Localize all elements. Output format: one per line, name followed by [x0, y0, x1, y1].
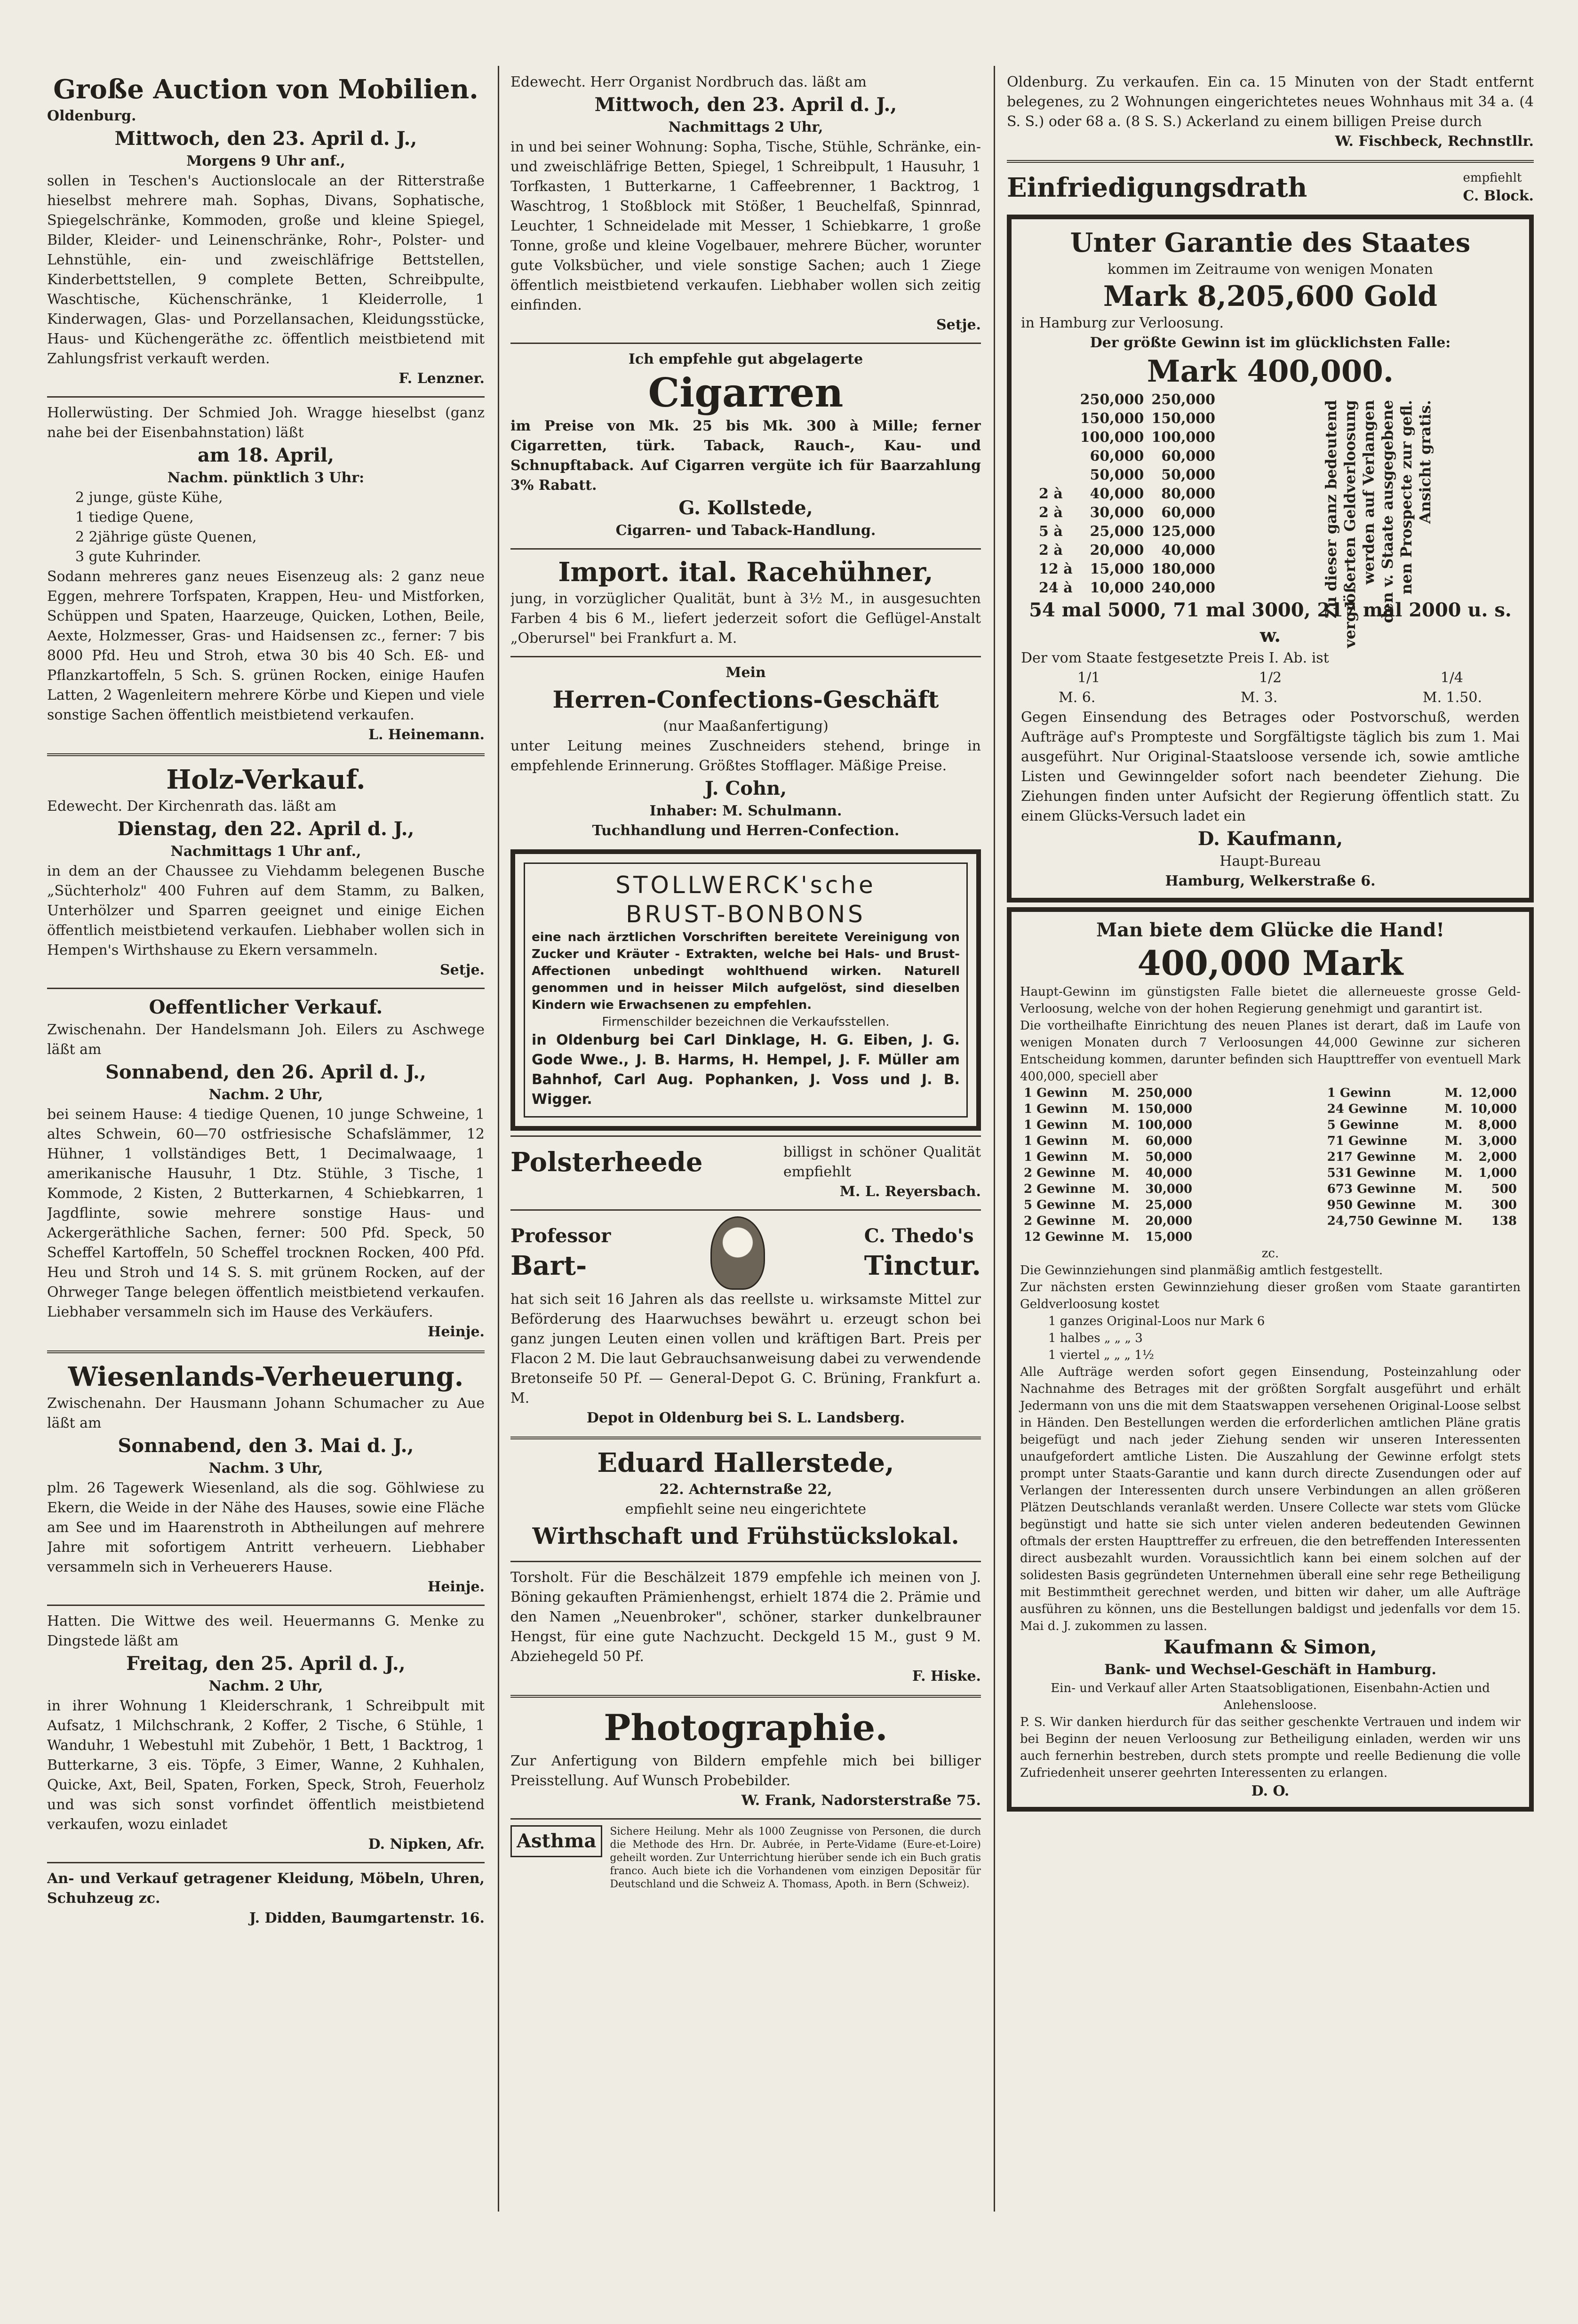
ad-price-1: 1 ganzes Original-Loos nur Mark 6 — [1048, 1314, 1265, 1328]
prize-cell: 5 Gewinne — [1024, 1198, 1096, 1212]
ad-title: STOLLWERCK'sche — [615, 871, 876, 899]
prize-cell: M. — [1444, 1150, 1463, 1164]
ad-amount: Mark 8,205,600 Gold — [1103, 280, 1438, 313]
ad-date: Sonnabend, den 3. Mai d. J., — [118, 1435, 414, 1457]
ad-dealers: in Oldenburg bei Carl Dinklage, H. G. Eiben, J. G. Gode Wwe., J. B. Harms, H. Hempel, J. F. Müller am Bahnhof, Carl Aug. Pophanken, J. Voss und J. B. Wigger. — [532, 1032, 960, 1108]
divider — [510, 656, 981, 657]
prize-cell: 25,000 — [1145, 1198, 1193, 1212]
prize-cell: 15,000 — [1090, 561, 1144, 577]
prize-cell: 100,000 — [1080, 429, 1144, 446]
ad-body: in dem an der Chaussee zu Viehdamm belegenen Busche „Süchterholz" 400 Fuhren auf dem Stamm, zu Balken, Unterhölzer und Sparren geeignet und einige Eichen öffentlich meistbietend verkaufen. Liebhaber wollen sich in Hempen's Wirthshause zu Ekern versammeln. — [47, 863, 485, 958]
ad-body-2: Die Gewinnziehungen sind planmäßig amtlich festgestellt. — [1020, 1263, 1383, 1278]
prize-cell: 60,000 — [1145, 1134, 1193, 1148]
prize-cell: 150,000 — [1151, 410, 1216, 427]
prize-cell: 50,000 — [1090, 467, 1144, 483]
hatten-auction-ad — [47, 1610, 485, 1858]
ad-name: Kaufmann & Simon, — [1164, 1636, 1377, 1658]
prize-table — [1035, 391, 1219, 598]
ad-price-3: 1 viertel „ „ „ 1½ — [1048, 1348, 1154, 1362]
prize-row — [1020, 1165, 1196, 1181]
divider — [510, 1818, 981, 1820]
prize-row — [1035, 522, 1219, 541]
prize-cell: 24 à — [1039, 580, 1073, 596]
ad-sub: (nur Maaßanfertigung) — [663, 718, 829, 735]
fraction: 1/4 — [1440, 670, 1463, 686]
portrait-illustration — [710, 1216, 765, 1290]
public-sale-ad — [47, 993, 485, 1346]
ad-amount: 400,000 Mark — [1137, 943, 1403, 983]
ad-firm: Tuchhandlung und Herren-Confection. — [592, 823, 900, 839]
ad-body-3: Zur nächsten ersten Gewinnziehung dieser großen vom Staate garantirten Geldverloosung kostet — [1020, 1280, 1521, 1311]
vertical-note-6: Ansicht gratis. — [1416, 400, 1434, 524]
ad-signature: W. Fischbeck, Rechnstllr. — [1335, 133, 1534, 150]
ad-title: Cigarren — [648, 369, 844, 416]
ad-time: Morgens 9 Uhr anf., — [186, 153, 345, 169]
ad-title: Eduard Hallerstede, — [597, 1447, 894, 1478]
prize-cell: M. — [1111, 1230, 1130, 1244]
ad-body: hat sich seit 16 Jahren als das reellste u. wirksamste Mittel zur Beförderung des Haarwuchses bewährt u. erzeugt schon bei ganz jungen Leuten einen vollen und kräftigen Bart. Preis per Flacon 2 M. Die laut Gebrauchsanweisung dabei zu verwendende Bretonseife 50 Pf. — General-Depot G. C. Brüning, Frankfurt a. M. — [510, 1291, 981, 1406]
prize-cell — [1035, 466, 1076, 485]
ad-body: Sodann mehreres ganz neues Eisenzeug als: 2 ganz neue Eggen, mehrere Torfspaten, Krappen, Heu- und Mistforken, Schüppen und Spaten, Haarzeuge, Quicken, Lothen, Beile, Aexte, Holzmesser, Gras- und Haidsensen zc., ferner: 7 bis 8000 Pfd. Heu und Stroh, etwa 30 bis 40 Sch. Eß- und Pflanzkartoffeln, 5 Sch. S. grünen Rocken, einige Haufen Latten, 2 Wagenleitern mehrere Körbe und Kiepen und viele sonstige Sachen öffentlich meistbietend verkaufen. — [47, 568, 485, 723]
prize-cell: 40,000 — [1145, 1166, 1193, 1180]
fractions-row — [1021, 668, 1520, 688]
ad-body: jung, in vorzüglicher Qualität, bunt à 3½ M., in ausgesuchten Farben 4 bis 6 M., liefert jederzeit sofort die Geflügel-Anstalt „Oberursel" bei Frankfurt a. M. — [510, 591, 981, 647]
prize-cell: M. — [1444, 1118, 1463, 1132]
prize-row — [1323, 1165, 1521, 1181]
prize-cell: 30,000 — [1090, 504, 1144, 521]
ad-time: Nachm. 3 Uhr, — [208, 1460, 323, 1477]
prize-cell: 80,000 — [1161, 486, 1216, 502]
ad-signature: C. Block. — [1463, 188, 1534, 204]
prize-cell — [1035, 391, 1076, 409]
ad-top-prize: Mark 400,000. — [1147, 354, 1394, 389]
prize-cell: M. — [1111, 1150, 1130, 1164]
prize-cell: 950 Gewinne — [1327, 1198, 1416, 1212]
prize-row — [1035, 391, 1219, 409]
prize-cell: 5 à — [1039, 523, 1063, 540]
prize-cell: 12 Gewinne — [1024, 1230, 1104, 1244]
ad-body: in ihrer Wohnung 1 Kleiderschrank, 1 Schreibpult mit Aufsatz, 1 Milchschrank, 2 Koffer, 2 Tische, 6 Stühle, 1 Wanduhr, 1 Webestuhl mit Zubehör, 1 Bett, 1 Backtrog, 1 Butterkarne, 3 eis. Töpfe, 3 Eimer, Wanne, 2 Kuhhalen, Quicke, Axt, Beil, Spaten, Forken, Speck, Stroh, Feuerholz und was sich sonst vorfindet öffentlich meistbietend verkaufen, wozu einladet — [47, 1698, 485, 1833]
prize-cell: 5 Gewinne — [1327, 1118, 1399, 1132]
prize-cell: 100,000 — [1137, 1118, 1193, 1132]
hollerwuesting-auction-ad — [47, 401, 485, 749]
prize-row — [1035, 466, 1219, 485]
prize-cell: 40,000 — [1161, 542, 1216, 559]
restaurant-ad — [510, 1444, 981, 1557]
ad-intro: Hollerwüsting. Der Schmied Joh. Wragge hieselbst (ganz nahe bei der Eisenbahnstation) läßt — [47, 405, 485, 441]
cigar-ad — [510, 348, 981, 544]
ad-intro: Haupt-Gewinn im günstigsten Falle bietet die allerneueste grosse Geld-Verloosung, welche von der hohen Regierung genehmigt und garantirt ist. — [1020, 985, 1521, 1016]
prize-cell: M. — [1444, 1086, 1463, 1100]
ad-item: 1 tiedige Quene, — [75, 509, 194, 526]
prize-cell — [1035, 447, 1076, 466]
prize-row — [1020, 1149, 1196, 1165]
prize-row — [1035, 579, 1219, 598]
prize-cell: 60,000 — [1161, 448, 1216, 464]
ad-body: An- und Verkauf getragener Kleidung, Möbeln, Uhren, Schuhzeug zc. — [47, 1870, 485, 1907]
asthma-ad — [510, 1823, 981, 1895]
ad-postscript: P. S. Wir danken hierdurch für das seither geschenkte Vertrauen und indem wir bei Beginn der neuen Verloosung zur Betheiligung einladen, werden wir uns auch fernerhin bestreben, durch stets prompte und reelle Bedienung die volle Zufriedenheit unserer geehrten Interessenten zu erlangen. — [1020, 1715, 1521, 1780]
ad-name: G. Kollstede, — [678, 497, 813, 519]
ad-title: Holz-Verkauf. — [166, 764, 366, 795]
prize-cell: M. — [1444, 1102, 1463, 1116]
ad-owner: Inhaber: M. Schulmann. — [649, 803, 842, 819]
ad-title: Unter Garantie des Staates — [1070, 227, 1471, 258]
ad-pre: Mein — [725, 664, 766, 681]
ad-bureau: Haupt-Bureau — [1219, 853, 1321, 870]
prize-cell: 20,000 — [1090, 542, 1144, 559]
prize-row — [1323, 1197, 1521, 1213]
ad-title-2: Wirthschaft und Frühstückslokal. — [532, 1523, 959, 1549]
divider — [510, 1437, 981, 1439]
ad-date: Mittwoch, den 23. April d. J., — [594, 94, 897, 116]
ad-body: sollen in Teschen's Auctionslocale an der Ritterstraße hieselbst mehrere mah. Sophas, Divans, Sophatische, Spiegelschränke, Kommoden, große und kleine Spiegel, Bilder, Kleider- und Leinenschränke, Rohr-, Polster- und Lehnstühle, ein- und zweischläfrige Bettstellen, Kinderbettstellen, 9 complete Betten, Schreibpulte, Waschtische, Küchenschränke, 1 Kleiderrolle, 1 Kinderwagen, Glas- und Porzellansachen, Kleidungsstücke, Haus- und Küchengeräthe zc. öffentlich meistbietend mit Zahlungsfrist verkauft werden. — [47, 173, 485, 367]
beard-tincture-ad — [510, 1214, 981, 1432]
prize-cell: 20,000 — [1145, 1214, 1193, 1228]
divider — [47, 1350, 485, 1353]
ad-sub: empfiehlt — [1463, 171, 1522, 185]
ad-intro: Zwischenahn. Der Hausmann Johann Schumacher zu Aue läßt am — [47, 1395, 485, 1431]
edewecht-auction-ad — [510, 71, 981, 339]
price: M. 6. — [1059, 689, 1096, 706]
prize-cell: 40,000 — [1090, 486, 1144, 502]
prize-cell: M. — [1111, 1102, 1130, 1116]
prize-cell: 2 à — [1039, 504, 1063, 521]
column-1 — [47, 71, 485, 2216]
vertical-note-5: nen Prospecte zur gefl. — [1397, 400, 1415, 595]
divider — [510, 1695, 981, 1698]
divider — [47, 1605, 485, 1606]
ad-subtitle: BRUST-BONBONS — [626, 901, 866, 928]
prize-row — [1020, 1117, 1196, 1133]
prize-cell: 1,000 — [1478, 1166, 1517, 1180]
prize-cell: 2 Gewinne — [1024, 1214, 1096, 1228]
fraction: 1/1 — [1077, 670, 1100, 686]
ad-address: 22. Achternstraße 22, — [659, 1481, 832, 1498]
tailor-ad — [510, 661, 981, 845]
prize-cell: 100,000 — [1151, 429, 1216, 446]
divider — [47, 1862, 485, 1863]
prize-table-right — [1323, 1085, 1521, 1229]
prize-cell: 10,000 — [1470, 1102, 1517, 1116]
prize-row — [1323, 1117, 1521, 1133]
prize-row — [1020, 1213, 1196, 1229]
prize-cell: 30,000 — [1145, 1182, 1193, 1196]
ad-signature: Heinje. — [427, 1324, 485, 1340]
prize-row — [1035, 560, 1219, 579]
prize-row — [1020, 1197, 1196, 1213]
prize-row — [1323, 1181, 1521, 1197]
prize-cell: M. — [1111, 1086, 1130, 1100]
vertical-note-1: Zu dieser ganz bedeutend — [1322, 400, 1340, 619]
ad-body: Sichere Heilung. Mehr als 1000 Zeugnisse von Personen, die durch die Methode des Hrn. Dr. Aubrée, in Perte-Vidame (Eure-et-Loire) geheilt worden. Zur Unterrichtung hierüber sende ich ein Buch gratis franco. Auch biete ich die Vorhandenen vom einzigen Depositär für Deutschland und die Schweiz A. Thomass, Apoth. in Bern (Schweiz). — [610, 1826, 981, 1890]
ad-signature: L. Heinemann. — [368, 727, 485, 743]
ad-sub: kommen im Zeitraume von wenigen Monaten — [1107, 261, 1433, 278]
ad-sub: empfiehlt seine neu eingerichtete — [625, 1501, 867, 1517]
prize-cell: 2 Gewinne — [1024, 1182, 1096, 1196]
ad-title: Einfriedigungsdrath — [1007, 172, 1307, 203]
prize-cell: 60,000 — [1161, 504, 1216, 521]
house-sale-ad — [1007, 71, 1534, 155]
divider — [47, 988, 485, 989]
ad-etc: zc. — [1261, 1246, 1279, 1261]
prize-row — [1323, 1149, 1521, 1165]
vertical-note-4: den v. Staate ausgegebene — [1379, 400, 1396, 623]
prize-cell: 2 à — [1039, 486, 1063, 502]
prize-cell: M. — [1111, 1214, 1130, 1228]
prize-cell: M. — [1111, 1182, 1130, 1196]
ad-place: in Hamburg zur Verloosung. — [1021, 315, 1224, 331]
vertical-note-2: vergrößerten Geldverloosung — [1341, 400, 1359, 648]
ad-body: billigst in schöner Qualität empfiehlt — [783, 1144, 981, 1180]
prize-cell: 240,000 — [1151, 580, 1216, 596]
ad-title: Wiesenlands-Verheuerung. — [68, 1361, 464, 1392]
ad-item: 3 gute Kuhrinder. — [75, 549, 201, 565]
prize-cell — [1035, 409, 1076, 428]
prize-row — [1323, 1085, 1521, 1101]
ad-title-right: C. Thedo's — [864, 1225, 974, 1247]
ad-name: J. Cohn, — [704, 777, 787, 799]
prize-cell: M. — [1111, 1134, 1130, 1148]
prize-cell: 10,000 — [1090, 580, 1144, 596]
ad-body-4: Alle Aufträge werden sofort gegen Einsendung, Posteinzahlung oder Nachnahme des Betrages mit der größten Sorgfalt ausgeführt und erhält Jedermann von uns die mit dem Staatswappen versehenen Original-Loose selbst in Händen. Den Bestellungen werden die erforderlichen amtlichen Pläne gratis beigefügt und nach jeder Ziehung senden wir unseren Interessenten unaufgefordert amtliche Listen. Die Auszahlung der Gewinne erfolgt stets prompt unter Staats-Garantie und kann durch directe Zusendungen oder auf Verlangen der Interessenten durch unsere Verbindungen an allen größeren Plätzen Deutschlands veranlaßt werden. Unsere Collecte war stets vom Glücke begünstigt und hatte sie sich unter vielen anderen bedeutenden Gewinnen oftmals der ersten Haupttreffer zu erfreuen, die den betreffenden Interessenten direct ausbezahlt wurden. Voraussichtlich kann bei einem solchen auf der solidesten Basis gegründeten Unternehmen überall eine sehr rege Betheiligung mit Bestimmtheit gerechnet werden, und bitten wir daher, um alle Aufträge ausführen zu können, uns die Bestellungen baldigst und jedenfalls vor dem 15. Mai d. J. zukommen zu lassen. — [1020, 1365, 1521, 1633]
prize-cell: 12 à — [1039, 561, 1073, 577]
divider — [510, 1209, 981, 1211]
ad-signature: Setje. — [936, 317, 981, 333]
ad-header: Ich empfehle gut abgelagerte — [628, 351, 863, 367]
ad-signature: M. L. Reyersbach. — [839, 1183, 981, 1200]
upholstery-ad — [510, 1141, 981, 1206]
prize-cell: M. — [1111, 1198, 1130, 1212]
price: M. 3. — [1240, 689, 1278, 706]
ad-body: eine nach ärztlichen Vorschriften bereitete Vereinigung von Zucker und Kräuter - Extrakten, welche bei Hals- und Brust-Affectionen unbedingt wohlthuend wirken. Naturell genommen und in heisser Milch aufgelöst, sind dieselben Kindern wie Erwachsenen zu empfehlen. — [532, 930, 960, 1012]
column-rule-left — [498, 66, 499, 2212]
prize-row — [1020, 1133, 1196, 1149]
ad-date: Freitag, den 25. April d. J., — [126, 1653, 406, 1675]
prize-cell: 138 — [1491, 1214, 1517, 1228]
prize-cell: 25,000 — [1090, 523, 1144, 540]
money-lottery-ad — [1007, 907, 1534, 1812]
divider — [1007, 160, 1534, 163]
price: M. 1.50. — [1422, 689, 1482, 706]
ad-time: Nachm. 2 Uhr, — [208, 1086, 323, 1103]
prices-row — [1021, 688, 1520, 708]
ad-signature: J. Didden, Baumgartenstr. 16. — [249, 1910, 485, 1926]
divider — [510, 343, 981, 344]
ad-note: Firmenschilder bezeichnen die Verkaufsstellen. — [602, 1015, 890, 1029]
column-3 — [1007, 71, 1534, 2216]
ad-address: Hamburg, Welkerstraße 6. — [1165, 873, 1376, 889]
prize-cell: M. — [1444, 1214, 1463, 1228]
column-2 — [510, 71, 981, 2216]
prize-cell: 71 Gewinne — [1327, 1134, 1408, 1148]
ad-signature: Setje. — [440, 962, 485, 978]
prize-cell: 2 à — [1039, 542, 1063, 559]
clothing-ad — [47, 1867, 485, 1932]
ad-date: Dienstag, den 22. April d. J., — [117, 818, 414, 840]
ad-intro: Edewecht. Herr Organist Nordbruch das. läßt am — [510, 74, 867, 90]
prize-row — [1035, 409, 1219, 428]
prize-cell: 2 Gewinne — [1024, 1166, 1096, 1180]
prize-cell: 250,000 — [1080, 391, 1144, 408]
ad-title: Polsterheede — [510, 1147, 703, 1178]
prize-cell: 12,000 — [1470, 1086, 1517, 1100]
ad-body: bei seinem Hause: 4 tiedige Quenen, 10 junge Schweine, 1 altes Schwein, 60—70 ostfriesische Schafslämmer, 12 Hühner, 1 vollständiges Bett, 1 Decimalwaage, 1 amerikanische Hausuhr, 1 Dtz. Stühle, 3 Tische, 1 Kommode, 2 Kisten, 2 Butterkarnen, 4 Schiebkarren, 1 Jagdflinte, sowie mehrere sonstige Haus- und Ackergeräthliche Sachen, ferner: 500 Pfd. Speck, 50 Scheffel Kartoffeln, 50 Scheffel trocknen Rocken, 400 Pfd. Heu und Stroh und 14 S. S. mit grünem Rocken, auf der Ohrweger Tange belegen öffentlich meistbietend verkaufen. Liebhaber versammeln sich im Hause des Verkäufers. — [47, 1106, 485, 1320]
ad-time: Nachmittags 1 Uhr anf., — [170, 843, 361, 860]
prize-cell: M. — [1444, 1182, 1463, 1196]
ad-item: 2 junge, güste Kühe, — [75, 489, 223, 506]
ad-time: Nachmittags 2 Uhr, — [668, 119, 823, 136]
prize-row — [1035, 541, 1219, 560]
prize-cell: 500 — [1491, 1182, 1517, 1196]
ad-body: plm. 26 Tagewerk Wiesenland, als die sog. Göhlwiese zu Ekern, die Weide in der Nähe des Hauses, sowie eine Fläche am See und im Haarenstroth in Abtheilungen auf mehrere Jahre mit sofortigem Antritt verheuern. Liebhaber versammeln sich in Verheuerers Hause. — [47, 1480, 485, 1575]
ad-title: Asthma — [510, 1825, 602, 1857]
ad-body: Torsholt. Für die Beschälzeit 1879 empfehle ich meinen von J. Böning gekauften Prämienhengst, erhielt 1874 die 2. Prämie und den Namen „Neuenbroker", schöner, starker dunkelbrauner Hengst, für eine gute Nachzucht. Deckgeld 15 M., gust 9 M. Abziehegeld 50 Pf. — [510, 1569, 981, 1665]
prize-cell: 24,750 Gewinne — [1327, 1214, 1437, 1228]
ad-firm: Bank- und Wechsel-Geschäft in Hamburg. — [1104, 1661, 1436, 1678]
prize-cell: 50,000 — [1145, 1150, 1193, 1164]
prize-cell: 673 Gewinne — [1327, 1182, 1416, 1196]
ad-intro: Edewecht. Der Kirchenrath das. läßt am — [47, 798, 336, 815]
prize-row — [1035, 447, 1219, 466]
stallion-ad — [510, 1566, 981, 1690]
ad-signature: F. Hiske. — [912, 1668, 981, 1685]
ad-date: am 18. April, — [197, 444, 335, 466]
prize-cell: M. — [1444, 1166, 1463, 1180]
bonbon-ad — [510, 849, 981, 1131]
prize-row — [1020, 1085, 1196, 1101]
prize-cell: 180,000 — [1151, 561, 1216, 577]
prize-tables — [1020, 1085, 1521, 1245]
divider — [47, 396, 485, 398]
prize-table-left — [1020, 1085, 1196, 1245]
ad-header: Man biete dem Glücke die Hand! — [1096, 919, 1445, 941]
prize-cell: 1 Gewinn — [1024, 1150, 1088, 1164]
prize-cell: 15,000 — [1145, 1230, 1193, 1244]
ad-body: Gegen Einsendung des Betrages oder Postvorschuß, werden Aufträge auf's Prompteste und Sorgfältigste täglich bis zum 1. Mai ausgeführt. Nur Original-Staatsloose versende ich, sowie amtliche Listen und Gewinngelder sofort nach beendeter Ziehung. Die Ziehungen finden unter Aufsicht der Regierung öffentlich statt. Zu einem Glücks-Versuch ladet ein — [1021, 709, 1520, 824]
prize-cell: 125,000 — [1151, 523, 1216, 540]
divider — [510, 548, 981, 550]
ad-price-2: 1 halbes „ „ „ 3 — [1048, 1331, 1143, 1345]
prize-cell: 250,000 — [1151, 391, 1216, 408]
ad-signature: D. Nipken, Afr. — [368, 1836, 485, 1853]
ad-depot: Depot in Oldenburg bei S. L. Landsberg. — [586, 1410, 905, 1426]
ad-title: Photographie. — [604, 1707, 888, 1749]
ad-body: Oldenburg. Zu verkaufen. Ein ca. 15 Minuten von der Stadt entfernt belegenes, zu 2 Wohnungen eingerichtetes neues Wohnhaus mit 34 a. (4 S. S.) oder 68 a. (8 S. S.) Ackerland zu einem billigen Preise durch — [1007, 74, 1534, 130]
ad-intro: Zwischenahn. Der Handelsmann Joh. Eilers zu Aschwege läßt am — [47, 1022, 485, 1058]
prize-cell: 3,000 — [1478, 1134, 1517, 1148]
wood-sale-ad — [47, 761, 485, 984]
ad-date: Sonnabend, den 26. April d. J., — [105, 1061, 426, 1083]
divider — [510, 1561, 981, 1562]
prize-cell: 2,000 — [1478, 1150, 1517, 1164]
prize-cell: 1 Gewinn — [1024, 1118, 1088, 1132]
prize-cell: 50,000 — [1161, 467, 1216, 483]
ad-line: Der größte Gewinn ist im glücklichsten Falle: — [1090, 335, 1451, 351]
prize-row — [1020, 1229, 1196, 1245]
ad-body: Zur Anfertigung von Bildern empfehle mich bei billiger Preisstellung. Auf Wunsch Probebilder. — [510, 1753, 981, 1789]
ad-price-line: Der vom Staate festgesetzte Preis I. Ab. ist — [1021, 650, 1329, 666]
state-lottery-ad — [1007, 215, 1534, 902]
prize-cell: 531 Gewinne — [1327, 1166, 1416, 1180]
prize-row — [1323, 1213, 1521, 1229]
prize-cell — [1035, 428, 1076, 447]
ad-body: unter Leitung meines Zuschneiders stehend, bringe in empfehlende Erinnerung. Größtes Stofflager. Mäßige Preise. — [510, 738, 981, 774]
ad-title: Große Auction von Mobilien. — [53, 74, 478, 105]
prize-cell: 8,000 — [1478, 1118, 1517, 1132]
ad-signature: W. Frank, Nadorsterstraße 75. — [741, 1792, 981, 1809]
ad-body: in und bei seiner Wohnung: Sopha, Tische, Stühle, Schränke, ein- und zweischläfrige Betten, Spiegel, 1 Schreibpult, 1 Hausuhr, 1 Torfkasten, 1 Butterkarne, 1 Caffeebrenner, 1 Backtrog, 1 Waschtrog, 1 Stoßblock mit Stößer, 1 Beuchelfaß, Spinnrad, Leuchter, 1 Schneidelade mit Messer, 1 Schiebkarre, 1 große Tonne, große und kleine Vogelbauer, mehrere Bücher, worunter gute Volksbücher, und viele sonstige Sachen; auch 1 Ziege öffentlich meistbietend verkaufen. Liebhaber wollen sich zeitig einfinden. — [510, 139, 981, 313]
prize-row — [1020, 1181, 1196, 1197]
prize-cell: 300 — [1491, 1198, 1517, 1212]
fence-wire-ad — [1007, 168, 1534, 210]
ad-item: 2 2jährige güste Quenen, — [75, 529, 257, 545]
ad-signature: Heinje. — [427, 1579, 485, 1595]
ad-more-prizes: 54 mal 5000, 71 mal 3000, 217 mal 2000 u. s. w. — [1029, 599, 1512, 647]
prize-cell: 250,000 — [1137, 1086, 1193, 1100]
ad-signature: D. O. — [1251, 1783, 1290, 1799]
ad-name: D. Kaufmann, — [1197, 828, 1343, 850]
divider — [510, 1135, 981, 1137]
prize-cell: M. — [1444, 1198, 1463, 1212]
prize-cell: 1 Gewinn — [1327, 1086, 1391, 1100]
prize-cell: 150,000 — [1137, 1102, 1193, 1116]
column-rule-right — [994, 66, 995, 2212]
prize-cell: M. — [1444, 1134, 1463, 1148]
meadow-lease-ad — [47, 1358, 485, 1601]
prize-cell: 1 Gewinn — [1024, 1134, 1088, 1148]
prize-cell: 1 Gewinn — [1024, 1086, 1088, 1100]
fraction: 1/2 — [1259, 670, 1282, 686]
ad-title-right-2: Tinctur. — [864, 1250, 981, 1281]
prize-row — [1323, 1133, 1521, 1149]
divider — [47, 753, 485, 756]
ad-time: Nachm. 2 Uhr, — [208, 1678, 323, 1694]
ad-date: Mittwoch, den 23. April d. J., — [114, 128, 417, 150]
ad-body: im Preise von Mk. 25 bis Mk. 300 à Mille; ferner Cigarretten, türk. Taback, Rauch-, Kau- und Schnupftaback. Auf Cigarren vergüte ich für Baarzahlung 3% Rabatt. — [510, 418, 981, 494]
prize-cell: 1 Gewinn — [1024, 1102, 1088, 1116]
ad-place: Oldenburg. — [47, 108, 136, 124]
prize-cell: M. — [1111, 1118, 1130, 1132]
ad-firm: Cigarren- und Taback-Handlung. — [615, 522, 876, 539]
ad-signature: F. Lenzner. — [398, 370, 485, 387]
ad-body: Die vortheilhafte Einrichtung des neuen Planes ist derart, daß im Laufe von wenigen Monaten durch 7 Verloosungen 44,000 Gewinne zur sicheren Entscheidung kommen, darunter befinden sich Haupttreffer von eventuell Mark 400,000, speciell aber — [1020, 1019, 1521, 1084]
ad-title: Oeffentlicher Verkauf. — [149, 996, 383, 1018]
prize-row — [1035, 428, 1219, 447]
ad-intro: Hatten. Die Wittwe des weil. Heuermanns G. Menke zu Dingstede läßt am — [47, 1613, 485, 1649]
prize-cell: M. — [1111, 1166, 1130, 1180]
vertical-note-3: werden auf Verlangen — [1360, 400, 1378, 585]
chicken-ad — [510, 553, 981, 652]
prize-row — [1035, 503, 1219, 522]
ad-title-left: Professor — [510, 1225, 611, 1247]
prize-row — [1035, 485, 1219, 503]
prize-cell: 60,000 — [1090, 448, 1144, 464]
prize-row — [1020, 1101, 1196, 1117]
ad-firm-2: Ein- und Verkauf aller Arten Staatsobligationen, Eisenbahn-Actien und Anlehensloose. — [1051, 1681, 1490, 1712]
ad-time: Nachm. pünktlich 3 Uhr: — [167, 470, 365, 486]
auction-furniture-ad — [47, 71, 485, 392]
ad-title: Herren-Confections-Geschäft — [552, 686, 939, 713]
prize-row — [1323, 1101, 1521, 1117]
ad-title: Import. ital. Racehühner, — [558, 557, 933, 588]
photography-ad — [510, 1702, 981, 1814]
prize-cell: 24 Gewinne — [1327, 1102, 1408, 1116]
ad-title-left-2: Bart- — [510, 1250, 587, 1281]
prize-cell: 150,000 — [1080, 410, 1144, 427]
prize-cell: 217 Gewinne — [1327, 1150, 1416, 1164]
